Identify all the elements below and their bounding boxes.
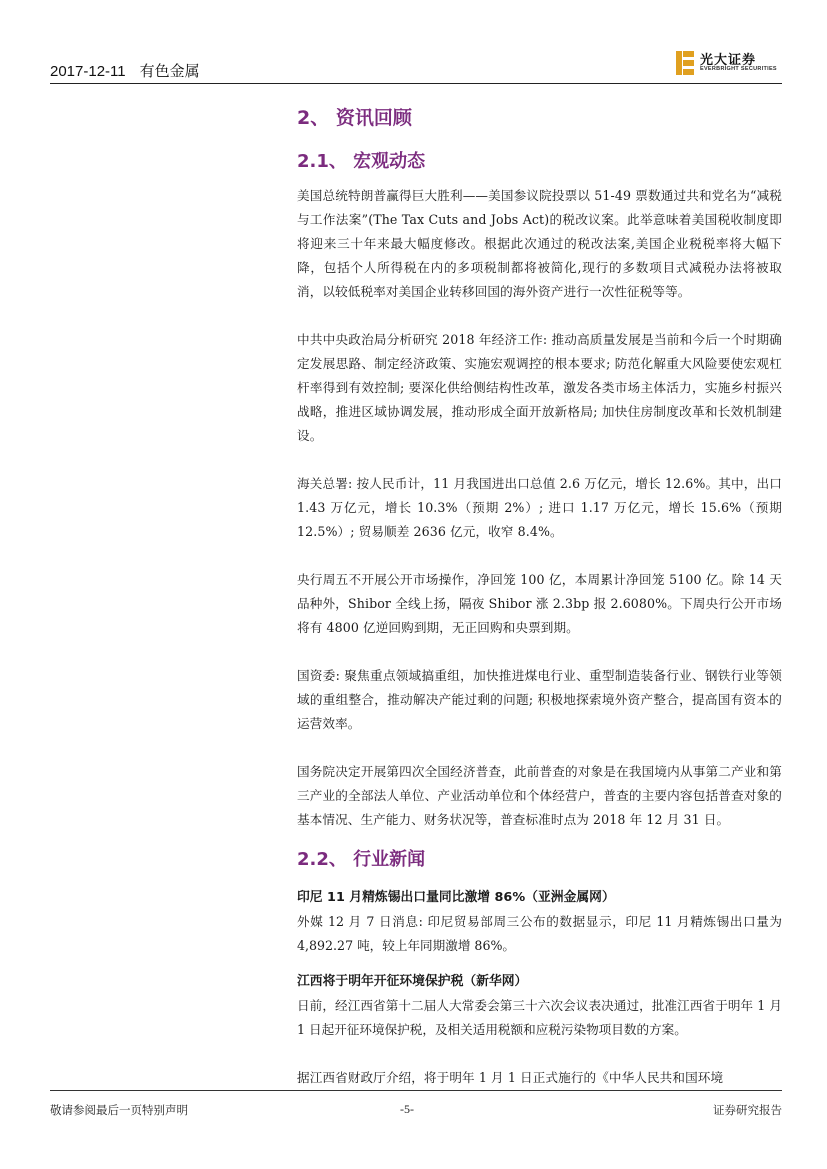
news-title: 江西将于明年开征环境保护税（新华网） [297,974,528,989]
footer-report-type: 证券研究报告 [713,1103,782,1117]
news-body: 外媒 12 月 7 日消息: 印尼贸易部周三公布的数据显示，印尼 11 月精炼锡出口量为 4,892.27 吨，较上年同期激增 86%。 [297,914,782,953]
logo-text-cn: 光大证券 [700,53,757,68]
news-body: 日前，经江西省第十二届人大常委会第三十六次会议表决通过，批准江西省于明年 1 月 1 日起开征环境保护税，及相关适用税额和应税污染物项目数的方案。 [297,998,782,1037]
news-item [297,970,782,1042]
section-title: 2、 资讯回顾 [297,107,412,129]
subsection-title-industry: 2.2、 行业新闻 [297,849,426,870]
main-content [297,100,782,1090]
macro-paragraph: 美国总统特朗普赢得巨大胜利——美国参议院投票以 51-49 票数通过共和党名为“减税与工作法案”(The Tax Cuts and Jobs Act)的税改议案。此举意味着美国税收制度即将迎来三十年来最大幅度修改。根据此次通过的税改法案,美国企业税税率将大幅下降，包括个人所得税在内的多项税制都将被简化,现行的多数项目式减税办法将被取消，以较低税率对美国企业转移回国的海外资产进行一次性征税等等。 [297,188,782,299]
macro-paragraph: 央行周五不开展公开市场操作，净回笼 100 亿，本周累计净回笼 5100 亿。除 14 天品种外，Shibor 全线上扬，隔夜 Shibor 涨 2.3bp 报 2.6080%。下周央行公开市场将有 4800 亿逆回购到期，无正回购和央票到期。 [297,572,782,635]
footer-rule [50,1090,782,1091]
logo-mark-icon [676,51,694,75]
news-continuation: 据江西省财政厅介绍，将于明年 1 月 1 日正式施行的《中华人民共和国环境 [297,1070,724,1085]
header-rule [50,83,782,84]
logo-text-en: EVERBRIGHT SECURITIES [700,66,777,72]
report-date: 2017-12-11 [50,63,126,80]
subsection-title-macro: 2.1、 宏观动态 [297,151,426,172]
footer-disclaimer: 敬请参阅最后一页特别声明 [50,1103,188,1117]
page-header [50,0,782,84]
macro-paragraph: 中共中央政治局分析研究 2018 年经济工作: 推动高质量发展是当前和今后一个时期确定发展思路、制定经济政策、实施宏观调控的根本要求; 防范化解重大风险要使宏观杠杆率得到有效控制; 要深化供给侧结构性改革，激发各类市场主体活力，实施乡村振兴战略，推进区域协调发展，推动形成全面开放新格局; 加快住房制度改革和长效机制建设。 [297,332,782,443]
macro-paragraph: 国务院决定开展第四次全国经济普查，此前普查的对象是在我国境内从事第二产业和第三产业的全部法人单位、产业活动单位和个体经营户，普查的主要内容包括普查对象的基本情况、生产能力、财务状况等，普查标准时点为 2018 年 12 月 31 日。 [297,764,782,827]
page-number: -5- [400,1102,414,1116]
report-sector: 有色金属 [139,63,200,80]
header-info [50,60,200,81]
news-item [297,886,782,958]
news-title: 印尼 11 月精炼锡出口量同比激增 86%（亚洲金属网） [297,890,615,905]
everbright-logo [676,50,782,76]
macro-paragraph: 国资委: 聚焦重点领域搞重组，加快推进煤电行业、重型制造装备行业、钢铁行业等领域的重组整合，推动解决产能过剩的问题; 积极地探索境外资产整合，提高国有资本的运营效率。 [297,668,782,731]
macro-paragraph: 海关总署: 按人民币计，11 月我国进出口总值 2.6 万亿元，增长 12.6%。其中，出口 1.43 万亿元，增长 10.3%（预期 2%）; 进口 1.17 万亿元，增长 15.6%（预期 12.5%）; 贸易顺差 2636 亿元，收窄 8.4%。 [297,476,782,539]
